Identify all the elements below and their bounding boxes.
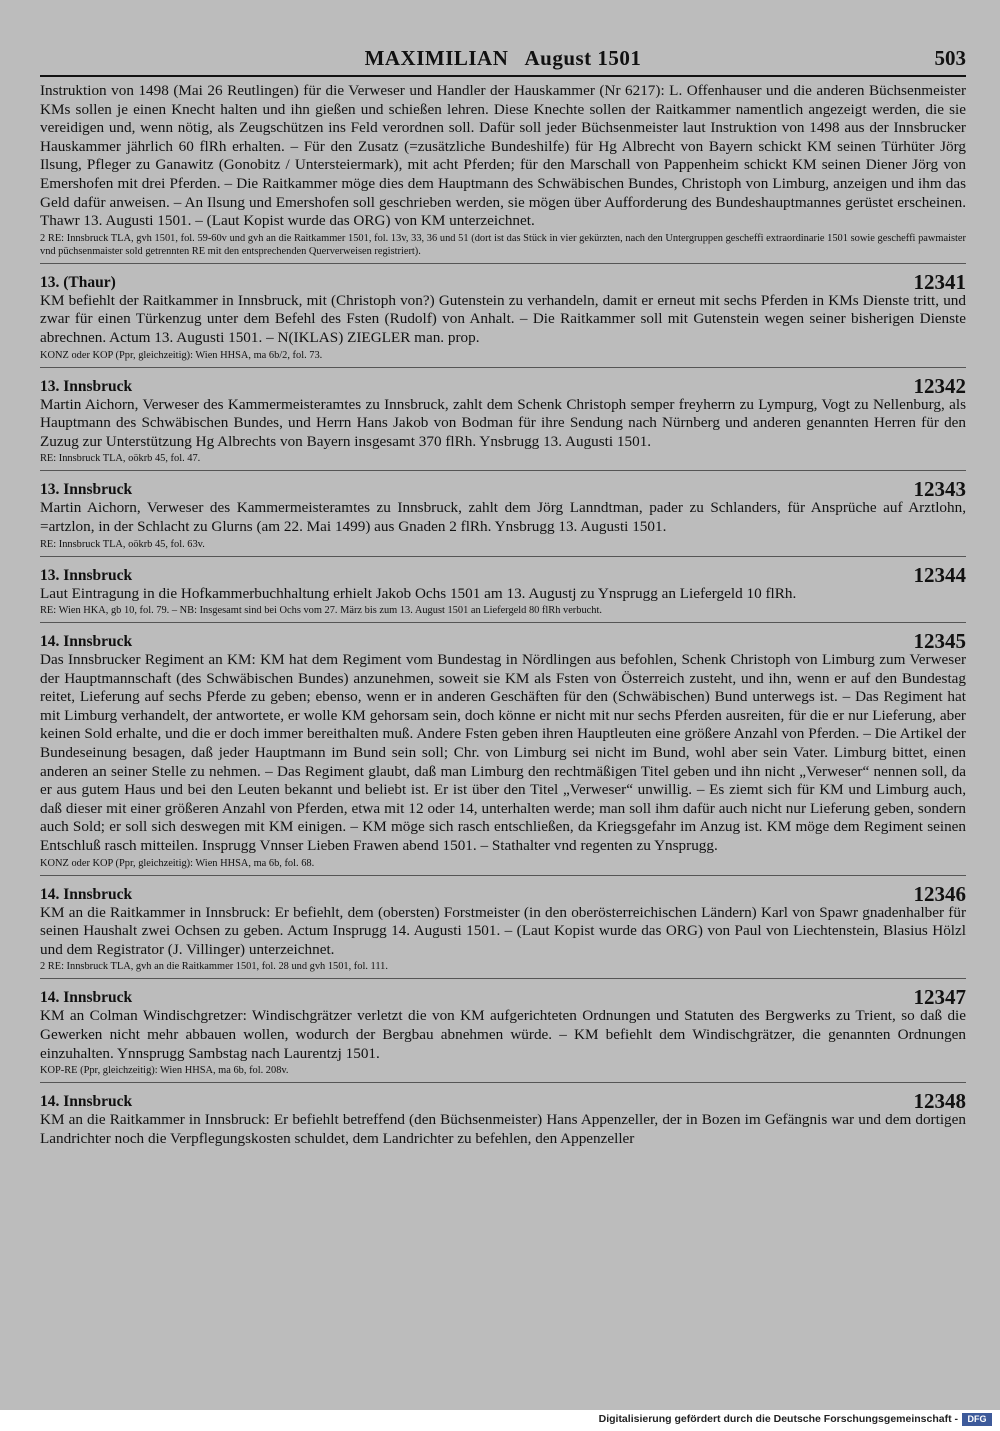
entry-date: 13. Innsbruck bbox=[40, 377, 133, 395]
entry-source: KONZ oder KOP (Ppr, gleichzeitig): Wien HHSA, ma 6b, fol. 68. bbox=[40, 857, 315, 869]
entry bbox=[40, 479, 966, 550]
divider bbox=[40, 978, 966, 979]
entry bbox=[40, 373, 966, 466]
intro-text: Instruktion von 1498 (Mai 26 Reutlingen) für die Verweser und Handler der Hauskammer (Nr 6217): L. Offenhauser und die anderen Büchsenmeister KMs sollen je einen Knecht halten und ihn gießen und schießen lehren. Diese Knechte sollen der Raitkammer namentlich angezeigt werden, die sie vereidigen und, wenn nötig, als Zeugschützen ins Feld verordnen soll. Dafür soll jeder Büchsenmeister laut Instruktion von 1498 aus der Innsbrucker Hauskammer jährlich 60 flRh erhalten. – Für den Zusatz (=zusätzliche Bundeshilfe) für Hg Albrecht von Bayern schickt KM seinen Türhüter Jörg Ilsung, Pfleger zu Ganawitz (Gonobitz / Untersteiermark), mit acht Pferden; für den Marschall von Pappenheim schickt KM seinen Diener Jörg von Emershofen mit drei Pferden. – Die Raitkammer möge dies dem Hauptmann des Schwäbischen Bundes, Christoph von Limburg, anzeigen und ihm das Geld dafür anweisen. – An Ilsung und Emershofen soll geschrieben werden, sie mögen über Aufforderung des Bundeshauptmannes gerüstet erscheinen. Thawr 13. Augusti 1501. – (Laut Kopist wurde das ORG) von KM unterzeichnet. bbox=[40, 82, 966, 230]
page-title: MAXIMILIAN August 1501 bbox=[364, 46, 642, 70]
entry-number: 12346 bbox=[913, 881, 966, 906]
entry-text: KM an die Raitkammer in Innsbruck: Er befiehlt, dem (obersten) Forstmeister (in den oberösterreichischen Ländern) Karl von Spawr gnadenhalber für seinen Haushalt zwei Ochsen zu geben. Actum Insprugg 14. Augusti 1501. – (Laut Kopist wurde das ORG) von Paul von Liechtenstein, Blasius Hölzl und dem Registrator (J. Villinger) unterzeichnet. bbox=[40, 903, 966, 958]
entry-number: 12343 bbox=[913, 477, 966, 502]
entry-text: KM befiehlt der Raitkammer in Innsbruck, mit (Christoph von?) Gutenstein zu verhandeln, damit er erneut mit sechs Pferden in KMs Dienste tritt, und zwar für einen Türkenzug unter dem Befehl des Fsten (Rudolf) von Anhalt. – Die Raitkammer soll mit Gutenstein wegen seiner bisherigen Dienste abrechnen. Actum 13. Augusti 1501. – N(IKLAS) ZIEGLER man. prop. bbox=[40, 291, 966, 346]
entry-date: 13. (Thaur) bbox=[40, 273, 116, 291]
divider bbox=[40, 367, 966, 368]
entry-date: 13. Innsbruck bbox=[40, 481, 133, 499]
entry-date: 13. Innsbruck bbox=[40, 566, 133, 584]
header-rule bbox=[40, 75, 966, 77]
entry-source: KOP-RE (Ppr, gleichzeitig): Wien HHSA, ma 6b, fol. 208v. bbox=[40, 1065, 289, 1077]
entry-text: Martin Aichorn, Verweser des Kammermeisteramtes zu Innsbruck, zahlt dem Jörg Lanndtman, pader zu Schlanders, für Ansprüche auf Arztlohn, =artzlon, in der Schlacht zu Glurns (am 22. Mai 1499) aus Gnaden 2 flRh. Ynsbrugg 13. Augusti 1501. bbox=[40, 499, 966, 535]
divider bbox=[40, 470, 966, 471]
entry-number: 12348 bbox=[913, 1089, 966, 1114]
page-footer bbox=[0, 1410, 1000, 1431]
entry-text: Das Innsbrucker Regiment an KM: KM hat dem Regiment vom Bundestag in Nördlingen aus befohlen, Schenk Christoph von Limburg zum Verweser der Hauptmannschaft (des Schwäbischen Bundes) anzunehmen, soweit sie KM als Fsten von Österreich zusteht, und ihn, wenn er auf den Bundestag reitet, Lieferung auf sechs Pferde zu geben; ebenso, wenn er in anderen Geschäften für den (Schwäbischen) Bund unterwegs ist. – Das Regiment hat mit Limburg verhandelt, der antwortete, er wolle KM gehorsam sein, doch könne er nicht mit nur sechs Pferden ausreiten, für die er nur Lieferung, aber keinen Sold erhalte, und die er doch immer bereithalten muß. Andere Fsten geben ihren Hauptleuten eine größere Anzahl von Pferden. – Die Artikel der Bundeseinung besagen, daß jeder Hauptmann im Bund sein soll; Chr. von Limburg sei nicht im Bund, wohl aber sein Vater. Limburg bittet, einen anderen an seiner Stelle zu nehmen. – Das Regiment glaubt, daß man Limburg den rechtmäßigen Titel geben und ihn nicht „Verweser“ nennen soll, da er aus gutem Haus und bei den Leuten bekannt und beliebt ist. Er ist über den Titel „Verweser“ unwillig. – Es ziemt sich für KM und Limburg auch, daß dieser mit einer größeren Anzahl von Pferden, etwa mit 12 oder 14, unterhalten werde; man soll ihm dafür auch nicht nur Lieferung geben, sondern auch Sold; er soll sich deswegen mit KM einigen. – KM möge sich rasch entschließen, da Kriegsgefahr im Anzug ist. KM möge dem Regiment seinen Entschluß rasch mitteilen. Insprugg Vnnser Lieben Frawen abend 1501. – Stathalter vnd regenten zu Ynsprugg. bbox=[40, 651, 966, 855]
entry-number: 12347 bbox=[913, 985, 966, 1010]
page-number: 503 bbox=[934, 46, 966, 70]
intro-source: 2 RE: Innsbruck TLA, gvh 1501, fol. 59-60v und gvh an die Raitkammer 1501, fol. 13v, 33, 36 und 51 (dort ist das Stück in vier gekürzten, nach den Untergruppen gescheffi extraordinarie 1501 sowie gescheffi pawmaister vnd püchsenmaister sold getrennten RE mit den entsprechenden Querverweisen registriert). bbox=[40, 232, 966, 257]
entry-text: KM an Colman Windischgretzer: Windischgrätzer verletzt die von KM aufgerichteten Ordnungen und Statuten des Bergwerks zu Trient, so daß die Gewerken nicht mehr abbauen wollen, wodurch der Bergbau abnehmen würde. – KM befiehlt dem Windischgrätzer, die genannten Ordnungen einzuhalten. Ynnsprugg Sambstag nach Laurentzj 1501. bbox=[40, 1007, 966, 1062]
entry-date: 14. Innsbruck bbox=[40, 885, 133, 903]
divider bbox=[40, 622, 966, 623]
entry-text: Laut Eintragung in die Hofkammerbuchhaltung erhielt Jakob Ochs 1501 am 13. Augustj zu Ynsprugg an Liefergeld 10 flRh. bbox=[40, 584, 797, 602]
entry bbox=[40, 987, 966, 1077]
entry-number: 12341 bbox=[913, 269, 966, 294]
entry-source: 2 RE: Innsbruck TLA, gvh an die Raitkammer 1501, fol. 28 und gvh 1501, fol. 111. bbox=[40, 961, 388, 973]
entry-text: Martin Aichorn, Verweser des Kammermeisteramtes zu Innsbruck, zahlt dem Schenk Christoph semper freyherrn zu Lympurg, Vogt zu Nellenburg, als Hauptmann des Schwäbischen Bundes, und Herrn Hans Jakob von Bodman für ihre Sendung nach Nürnberg und anderen genannten Herren für den Zuzug zur Unterstützung Hg Albrechts von Bayern insgesamt 370 flRh. Ynsbrugg 13. Augusti 1501. bbox=[40, 395, 966, 450]
entry-date: 14. Innsbruck bbox=[40, 633, 133, 651]
divider bbox=[40, 875, 966, 876]
entry-source: RE: Innsbruck TLA, oökrb 45, fol. 47. bbox=[40, 453, 201, 465]
divider bbox=[40, 556, 966, 557]
entry-date: 14. Innsbruck bbox=[40, 1093, 133, 1111]
entry-number: 12342 bbox=[913, 373, 966, 398]
entry-text: KM an die Raitkammer in Innsbruck: Er befiehlt betreffend (den Büchsenmeister) Hans Appenzeller, der in Bozen im Gefängnis war und dem dortigen Landrichter noch die Verpflegungskosten schuldet, dem Landrichter zu befehlen, den Appenzeller bbox=[40, 1111, 966, 1147]
page-header bbox=[40, 46, 966, 76]
footer-text: Digitalisierung gefördert durch die Deutsche Forschungsgemeinschaft - bbox=[598, 1413, 958, 1425]
entry bbox=[40, 1091, 966, 1148]
divider bbox=[40, 1082, 966, 1083]
entry-number: 12345 bbox=[913, 629, 966, 654]
dfg-logo: DFG bbox=[962, 1413, 992, 1426]
divider bbox=[40, 263, 966, 264]
page-content bbox=[40, 82, 966, 1148]
entry bbox=[40, 269, 966, 362]
entry-date: 14. Innsbruck bbox=[40, 989, 133, 1007]
entry-source: RE: Innsbruck TLA, oökrb 45, fol. 63v. bbox=[40, 538, 205, 550]
entry-source: KONZ oder KOP (Ppr, gleichzeitig): Wien HHSA, ma 6b/2, fol. 73. bbox=[40, 349, 323, 361]
entry bbox=[40, 631, 966, 870]
entry-source: RE: Wien HKA, gb 10, fol. 79. – NB: Insgesamt sind bei Ochs vom 27. März bis zum 13. August 1501 an Liefergeld 80 flRh verbucht. bbox=[40, 605, 602, 617]
entry-number: 12344 bbox=[913, 562, 966, 587]
entry bbox=[40, 881, 966, 974]
entry bbox=[40, 562, 966, 618]
